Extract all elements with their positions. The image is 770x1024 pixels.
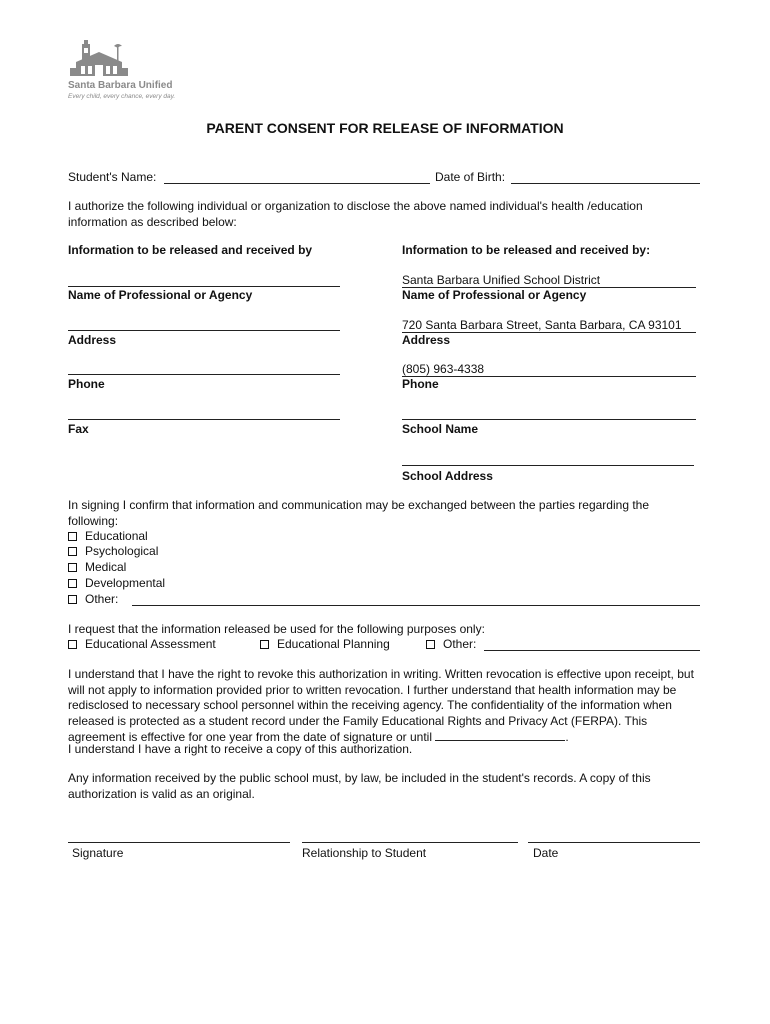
signature-label: Signature: [72, 846, 124, 860]
checkbox[interactable]: [68, 563, 77, 572]
checkbox[interactable]: [260, 640, 269, 649]
left-fax-field[interactable]: [68, 409, 340, 420]
checkbox[interactable]: [68, 547, 77, 556]
left-fax-label: Fax: [68, 422, 89, 436]
relationship-field[interactable]: [302, 832, 518, 843]
option-label: Educational Planning: [277, 637, 390, 651]
exchange-option-developmental[interactable]: [68, 576, 165, 591]
signature-field[interactable]: [68, 832, 290, 843]
exchange-other-field[interactable]: [132, 592, 700, 606]
right-agency-label: Name of Professional or Agency: [402, 288, 587, 302]
copy-text: I understand I have a right to receive a copy of this authorization.: [68, 742, 413, 756]
student-name-field[interactable]: [164, 170, 430, 184]
records-text: Any information received by the public school must, by law, be included in the student's records. A copy of this authorization is valid as an original.: [68, 771, 651, 801]
checkbox[interactable]: [68, 579, 77, 588]
date-field[interactable]: [528, 832, 700, 843]
exchange-intro: In signing I confirm that information and communication may be exchanged between the parties regarding the following:: [68, 498, 650, 528]
page-title: PARENT CONSENT FOR RELEASE OF INFORMATION: [206, 120, 564, 136]
option-label: Developmental: [85, 576, 166, 590]
right-agency-value: Santa Barbara Unified School District: [402, 273, 601, 287]
school-name-field[interactable]: [402, 409, 696, 420]
right-address-value: 720 Santa Barbara Street, Santa Barbara, CA 93101: [402, 318, 682, 332]
school-address-field[interactable]: [402, 455, 694, 466]
exchange-option-other[interactable]: [68, 592, 118, 607]
checkbox[interactable]: [68, 595, 77, 604]
option-label: Other:: [85, 592, 119, 606]
dob-field[interactable]: [511, 170, 700, 184]
checkbox[interactable]: [426, 640, 435, 649]
exchange-option-educational[interactable]: [68, 529, 148, 544]
logo-name: Santa Barbara Unified: [68, 80, 173, 91]
left-phone-field[interactable]: [68, 364, 340, 375]
purpose-intro: I request that the information released be used for the following purposes only:: [68, 622, 485, 636]
dob-label: Date of Birth:: [435, 170, 506, 184]
school-address-label: School Address: [402, 469, 493, 483]
left-agency-field[interactable]: [68, 276, 340, 287]
purpose-other-field[interactable]: [484, 637, 700, 651]
right-phone-label: Phone: [402, 377, 439, 391]
exchange-option-medical[interactable]: [68, 560, 126, 575]
school-name-label: School Name: [402, 422, 479, 436]
purpose-option-planning[interactable]: [260, 637, 390, 652]
until-date-field[interactable]: [435, 729, 565, 741]
revoke-text: I understand that I have the right to revoke this authorization in writing. Written revocation is effective upon receipt, but will not apply to information provided prior to written revocation. I further understand that health information may be redisclosed to necessary school personnel within the receiving agency. The confidentiality of the information when released is protected as a student record under the Family Educational Rights and Privacy Act (FERPA). This agreement is effective for one year from the date of signature or until .: [68, 667, 694, 744]
district-logo: [68, 38, 198, 102]
left-phone-label: Phone: [68, 377, 105, 391]
left-column-heading: Information to be released and received by: [68, 243, 313, 257]
checkbox[interactable]: [68, 640, 77, 649]
purpose-option-assessment[interactable]: [68, 637, 216, 652]
revoke-body: I understand that I have the right to revoke this authorization in writing. Written revocation is effective upon receipt, but will not apply to information provided prior to written revocation. I further understand that health information may be redisclosed to necessary school personnel within the receiving agency. The confidentiality of the information when released is protected as a student record under the Family Educational Rights and Privacy Act (FERPA). This agreement is effective for one year from the date of signature or until: [68, 667, 694, 744]
date-label: Date: [533, 846, 559, 860]
checkbox[interactable]: [68, 532, 77, 541]
building-icon: [68, 38, 130, 78]
authorize-text: I authorize the following individual or organization to disclose the above named individual's health /education information as described below:: [68, 199, 643, 229]
left-agency-label: Name of Professional or Agency: [68, 288, 253, 302]
right-phone-value: (805) 963-4338: [402, 362, 485, 376]
option-label: Other:: [443, 637, 477, 651]
option-label: Educational Assessment: [85, 637, 216, 651]
option-label: Educational: [85, 529, 148, 543]
relationship-label: Relationship to Student: [302, 846, 427, 860]
left-address-field[interactable]: [68, 320, 340, 331]
exchange-option-psychological[interactable]: [68, 544, 158, 559]
right-column-heading: Information to be released and received by:: [402, 243, 651, 257]
option-label: Psychological: [85, 544, 159, 558]
student-name-label: Student's Name:: [68, 170, 157, 184]
left-address-label: Address: [68, 333, 117, 347]
logo-tagline: Every child, every chance, every day.: [68, 93, 176, 100]
right-address-label: Address: [402, 333, 451, 347]
purpose-option-other[interactable]: [426, 637, 476, 652]
option-label: Medical: [85, 560, 127, 574]
